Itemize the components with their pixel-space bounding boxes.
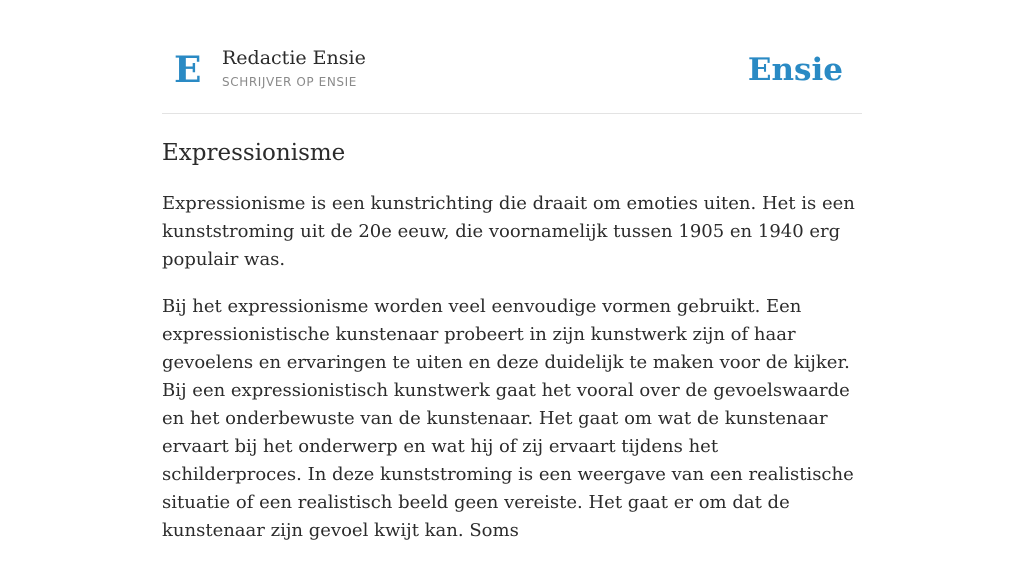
article-paragraph: Bij het expressionisme worden veel eenvoudige vormen gebruikt. Een expressionistische kunstenaar probeert in zijn kunstwerk zijn of haar gevoelens en ervaringen te uiten en deze duidelijk te maken voor de kijker. Bij een expressionistisch kunstwerk gaat het vooral over de gevoelswaarde en het onderbewuste van de kunstenaar. Het gaat om wat de kunstenaar ervaart bij het onderwerp en wat hij of zij ervaart tijdens het schilderproces. In deze kunststroming is een weergave van een realistische situatie of een realistisch beeld geen vereiste. Het gaat er om dat de kunstenaar zijn gevoel kwijt kan. Soms [162,296,854,541]
article-body [162,190,862,564]
article-paragraph: Expressionisme is een kunstrichting die draait om emoties uiten. Het is een kunststroming uit de 20e eeuw, die voornamelijk tussen 1905 en 1940 erg populair was. [162,193,855,270]
author-role: SCHRIJVER OP ENSIE [222,75,357,89]
article-card [162,0,862,541]
article-header [162,0,862,114]
author-logo[interactable]: E [174,49,202,91]
brand-logo[interactable]: Ensie [747,52,843,88]
article-title: Expressionisme [162,140,346,166]
author-name[interactable]: Redactie Ensie [222,47,366,69]
